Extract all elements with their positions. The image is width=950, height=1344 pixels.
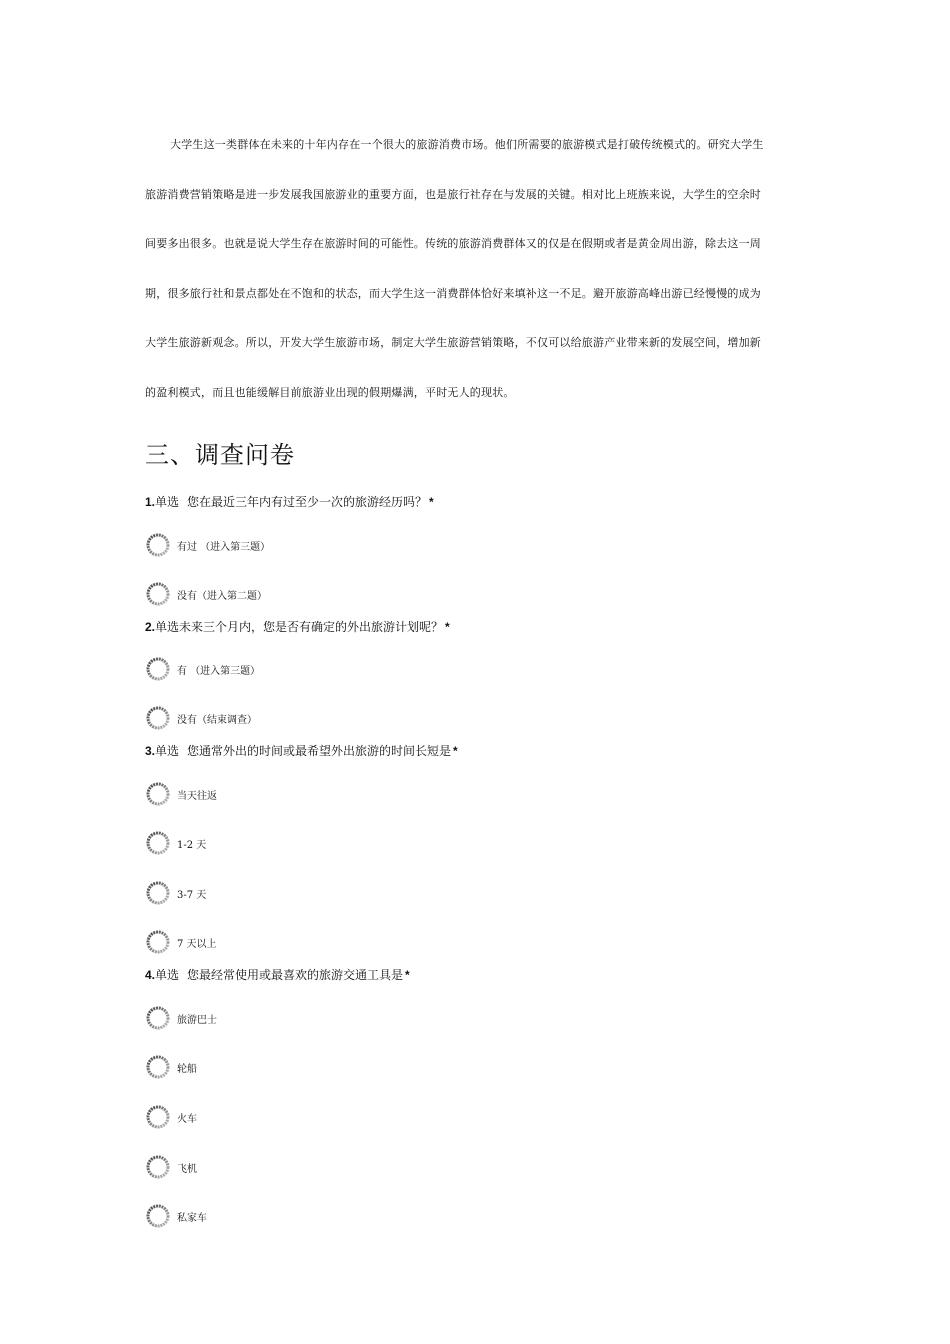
radio-circle-icon[interactable] [146, 881, 170, 905]
radio-circle-icon[interactable] [146, 831, 170, 855]
option-label: 没有（进入第二题） [177, 591, 267, 602]
radio-circle-icon[interactable] [146, 706, 170, 730]
intro-line: 间要多出很多。也就是说大学生存在旅游时间的可能性。传统的旅游消费群体又的仅是在假期或者是黄金周出游，除去这一周 [145, 237, 761, 250]
question-number: 4. [145, 968, 156, 982]
option-label: 飞机 [177, 1164, 197, 1175]
radio-circle-icon[interactable] [146, 1006, 170, 1030]
required-marker: * [453, 744, 458, 758]
required-marker: * [445, 620, 450, 634]
intro-line: 旅游消费营销策略是进一步发展我国旅游业的重要方面，也是旅行社存在与发展的关键。相对比上班族来说，大学生的空余时 [145, 188, 761, 201]
question-text: 您最经常使用或最喜欢的旅游交通工具是 [187, 968, 404, 982]
intro-line: 的盈利模式，而且也能缓解目前旅游业出现的假期爆满，平时无人的现状。 [145, 386, 515, 399]
question-number: 2. [145, 620, 156, 634]
option-label: 1-2 天 [177, 840, 207, 851]
radio-circle-icon[interactable] [146, 1055, 170, 1079]
radio-circle-icon[interactable] [146, 1204, 170, 1228]
question-number: 1. [145, 495, 156, 509]
section-heading: 三、调查问卷 [145, 441, 295, 469]
option-label: 旅游巴士 [177, 1015, 217, 1026]
question-text: 未来三个月内，您是否有确定的外出旅游计划呢？ [179, 620, 444, 634]
radio-circle-icon[interactable] [146, 930, 170, 954]
question-4-title [145, 967, 410, 983]
question-type: 单选 [155, 968, 180, 982]
question-number: 3. [145, 744, 156, 758]
required-marker: * [429, 495, 434, 509]
option-label: 火车 [177, 1114, 197, 1125]
option-label: 7 天以上 [177, 939, 217, 950]
option-label: 私家车 [177, 1213, 207, 1224]
radio-circle-icon[interactable] [146, 1155, 170, 1179]
question-text: 您在最近三年内有过至少一次的旅游经历吗？ [187, 495, 428, 509]
intro-line: 大学生旅游新观念。所以，开发大学生旅游市场，制定大学生旅游营销策略，不仅可以给旅游产业带来新的发展空间，增加新 [145, 336, 761, 349]
option-label: 3-7 天 [177, 890, 207, 901]
question-type: 单选 [155, 620, 180, 634]
question-1-title [145, 494, 434, 510]
option-label: 当天往返 [177, 791, 217, 802]
radio-circle-icon[interactable] [146, 533, 170, 557]
intro-line: 期，很多旅行社和景点都处在不饱和的状态，而大学生这一消费群体恰好来填补这一不足。避开旅游高峰出游已经慢慢的成为 [145, 287, 761, 300]
question-type: 单选 [155, 744, 180, 758]
intro-line: 大学生这一类群体在未来的十年内存在一个很大的旅游消费市场。他们所需要的旅游模式是打破传统模式的。研究大学生 [170, 138, 764, 151]
question-3-title [145, 743, 458, 759]
question-type: 单选 [155, 495, 180, 509]
radio-circle-icon[interactable] [146, 657, 170, 681]
required-marker: * [405, 968, 410, 982]
option-label: 有过 （进入第三题） [177, 542, 271, 553]
question-2-title [145, 619, 450, 635]
option-label: 有 （进入第三题） [177, 666, 261, 677]
option-label: 没有（结束调查） [177, 715, 257, 726]
radio-circle-icon[interactable] [146, 1105, 170, 1129]
question-text: 您通常外出的时间或最希望外出旅游的时间长短是 [187, 744, 452, 758]
radio-circle-icon[interactable] [146, 582, 170, 606]
radio-circle-icon[interactable] [146, 782, 170, 806]
option-label: 轮船 [177, 1064, 197, 1075]
